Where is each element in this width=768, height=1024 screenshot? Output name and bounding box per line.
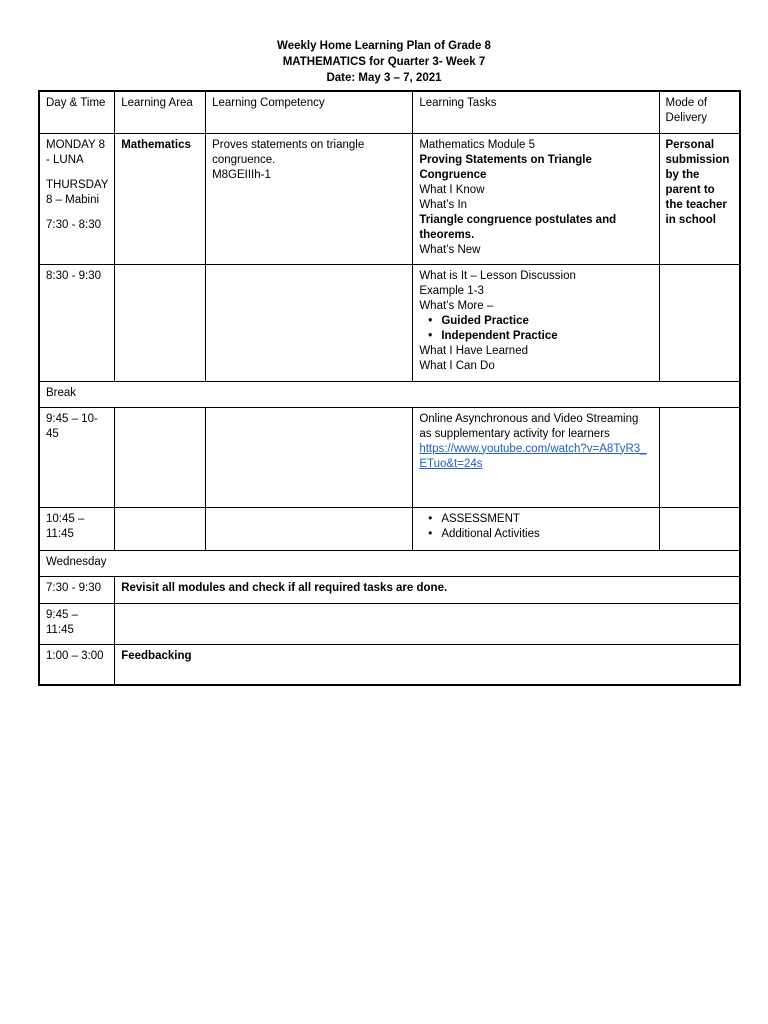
table-row	[39, 550, 740, 576]
task-item: What is It – Lesson Discussion	[419, 269, 576, 282]
table-row	[39, 264, 740, 381]
bullet-item: • Guided Practice	[419, 314, 652, 329]
task-item: Triangle congruence postulates and theorems.	[419, 213, 617, 241]
day-thursday: THURSDAY 8 – Mabini	[46, 178, 109, 206]
task-item: Example 1-3	[419, 284, 484, 297]
task-item: What I Can Do	[419, 359, 495, 372]
header-learning-tasks: Learning Tasks	[413, 91, 659, 133]
task-item: Online Asynchronous and Video Streaming as supplementary activity for learners	[419, 412, 639, 440]
table-row	[39, 603, 740, 644]
task-item: What’s In	[419, 198, 468, 211]
time-slot: 9:45 – 10-45	[39, 407, 115, 507]
wednesday-row-label: Wednesday	[39, 550, 740, 576]
day-monday: MONDAY 8 - LUNA	[46, 138, 106, 166]
table-row	[39, 644, 740, 685]
tasks-cell	[413, 133, 659, 264]
document-header	[0, 38, 768, 86]
youtube-link[interactable]: https://www.youtube.com/watch?v=A8TyR3_ETuo&t=24s	[419, 442, 647, 470]
empty-cell	[115, 407, 206, 507]
table-row	[39, 407, 740, 507]
bullet-item: • Additional Activities	[419, 527, 652, 542]
title-line-2: MATHEMATICS for Quarter 3- Week 7	[282, 56, 486, 68]
task-item: What I Know	[419, 183, 485, 196]
empty-cell	[659, 407, 740, 507]
learning-area-cell: Mathematics	[115, 133, 206, 264]
tasks-cell	[413, 507, 659, 550]
empty-cell	[115, 264, 206, 381]
table-header-row	[39, 91, 740, 133]
break-row-label: Break	[39, 381, 740, 407]
table-row	[39, 576, 740, 603]
table-row	[39, 507, 740, 550]
tasks-cell	[413, 407, 659, 507]
activity-text: Feedbacking	[115, 644, 740, 685]
task-item: What I Have Learned	[419, 344, 528, 357]
header-learning-competency: Learning Competency	[206, 91, 413, 133]
empty-cell	[659, 507, 740, 550]
empty-cell	[206, 407, 413, 507]
header-mode-of-delivery: Mode of Delivery	[659, 91, 740, 133]
table-row	[39, 381, 740, 407]
tasks-cell	[413, 264, 659, 381]
task-item: Mathematics Module 5	[419, 138, 536, 151]
learning-plan-table	[38, 90, 741, 686]
time-slot: 8:30 - 9:30	[39, 264, 115, 381]
title-line-1: Weekly Home Learning Plan of Grade 8	[277, 40, 491, 52]
day-time-cell	[39, 133, 115, 264]
mode-of-delivery-cell: Personal submission by the parent to the teacher in school	[659, 133, 740, 264]
task-item: What’s New	[419, 243, 481, 256]
empty-cell	[659, 264, 740, 381]
empty-cell	[206, 507, 413, 550]
header-learning-area: Learning Area	[115, 91, 206, 133]
bullet-item: • ASSESSMENT	[419, 512, 652, 527]
time-slot: 7:30 - 8:30	[46, 218, 101, 231]
competency-cell	[206, 133, 413, 264]
bullet-item: • Independent Practice	[419, 329, 652, 344]
header-day-time: Day & Time	[39, 91, 115, 133]
empty-cell	[206, 264, 413, 381]
task-item: What’s More –	[419, 299, 494, 312]
task-item: Proving Statements on Triangle Congruence	[419, 153, 592, 181]
table-row	[39, 133, 740, 264]
empty-cell	[115, 507, 206, 550]
time-slot: 10:45 – 11:45	[39, 507, 115, 550]
activity-text: Revisit all modules and check if all required tasks are done.	[115, 576, 740, 603]
competency-code: M8GEIIIh-1	[212, 168, 271, 181]
time-slot: 1:00 – 3:00	[39, 644, 115, 685]
time-slot: 9:45 – 11:45	[39, 603, 115, 644]
time-slot: 7:30 - 9:30	[39, 576, 115, 603]
competency-text: Proves statements on triangle congruence.	[212, 138, 365, 166]
activity-text	[115, 603, 740, 644]
date-line: Date: May 3 – 7, 2021	[326, 72, 442, 84]
